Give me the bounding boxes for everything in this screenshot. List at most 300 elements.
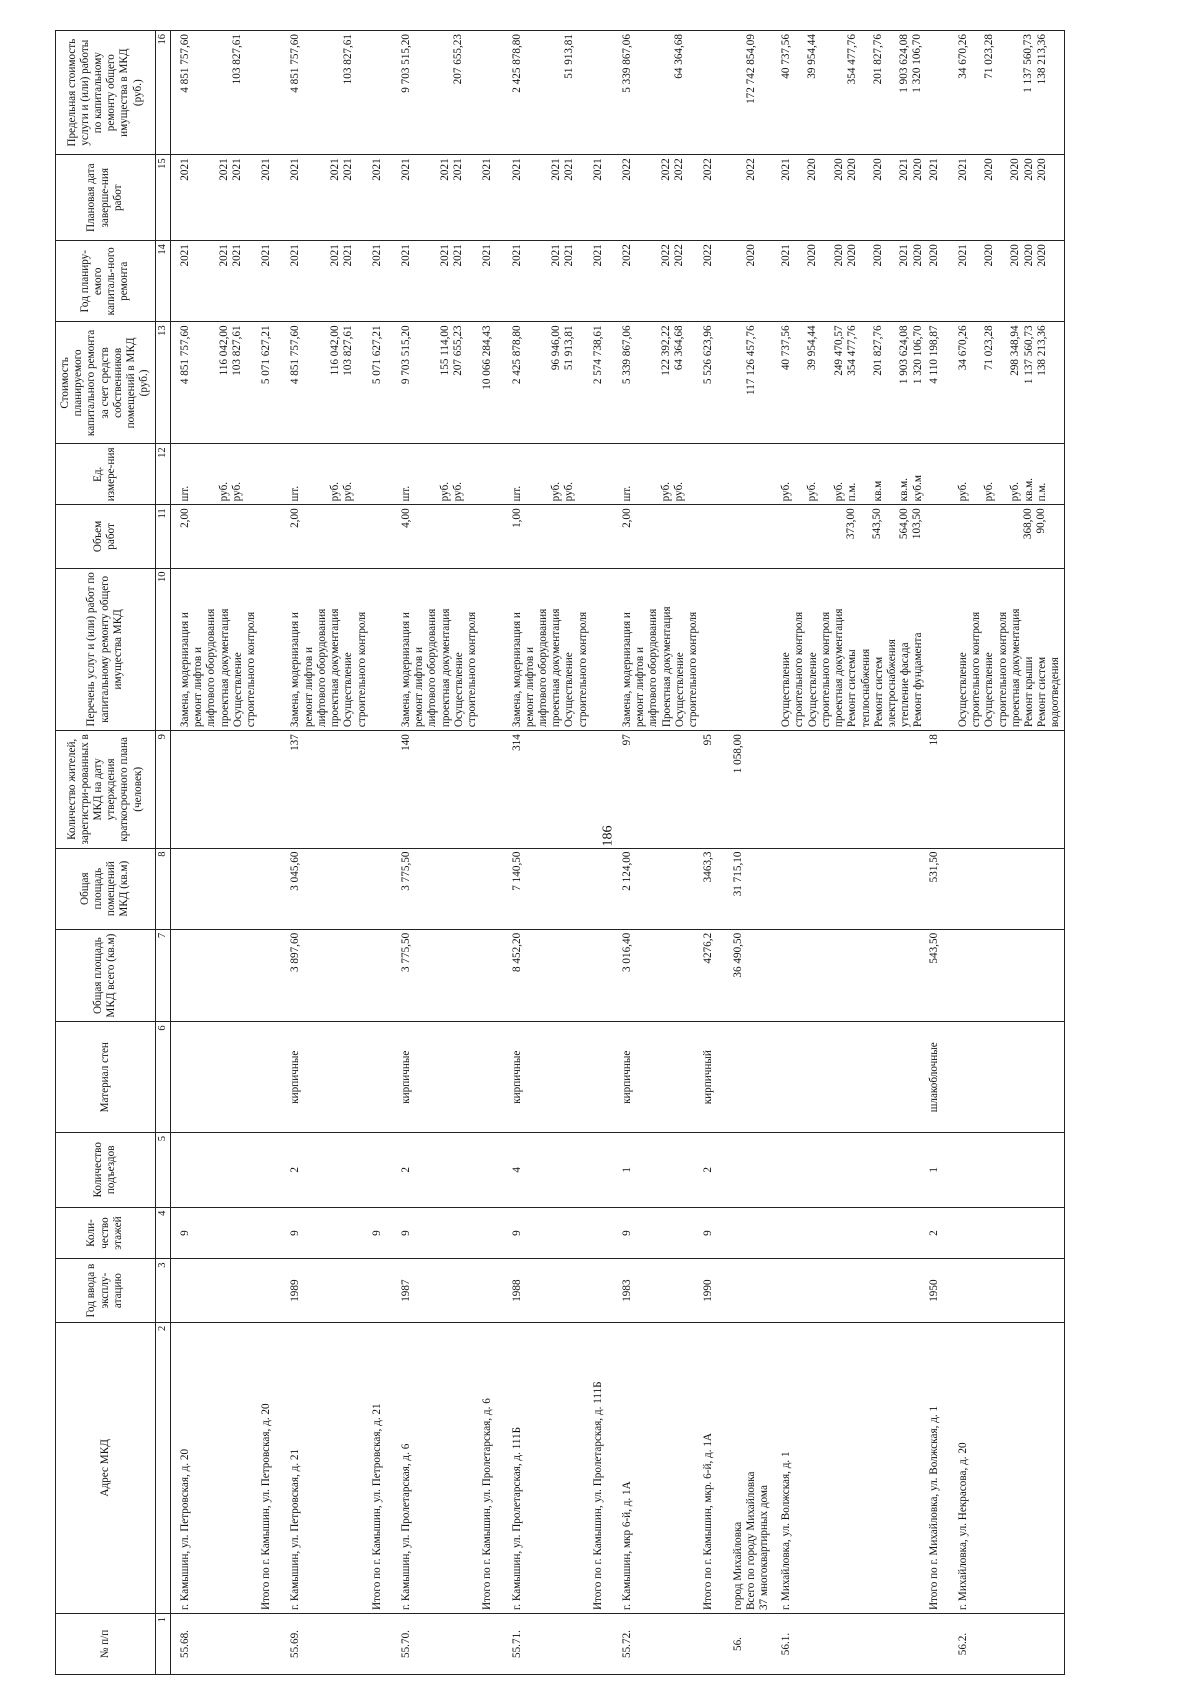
- column-number: 3: [155, 1259, 170, 1322]
- works-list-line: Осуществление: [983, 652, 996, 728]
- unit-line: [820, 447, 833, 501]
- works-list-line: Осуществление: [780, 652, 793, 728]
- rooms-area-cell: 531,50: [927, 848, 949, 929]
- total-area-cell: [259, 929, 281, 1022]
- table-total-row: [480, 31, 502, 1675]
- unit-line: [205, 447, 218, 501]
- work-volume-line: [634, 508, 647, 564]
- wall-material-cell: [949, 1022, 1064, 1133]
- works-list-line: строительного контроля: [687, 611, 700, 728]
- unit-line: руб.: [806, 481, 819, 502]
- planned-year-line: 2021: [328, 244, 341, 267]
- unit-line: руб.: [780, 481, 793, 502]
- address-line: г. Камышин, мкр 6-й, д. 1А: [621, 1481, 634, 1611]
- works-list-cell: [591, 568, 613, 731]
- planned-year-line: 2020: [1022, 244, 1035, 267]
- planned-year-cell: [503, 241, 591, 322]
- rooms-area-cell: [949, 848, 1064, 929]
- unit-line: руб.: [439, 481, 452, 502]
- end-date-line: [859, 158, 872, 237]
- planned-cost-line: 1 137 560,73: [1022, 325, 1035, 385]
- works-list-line: ремонт лифтов и: [523, 646, 536, 728]
- works-list-line: Осуществление: [342, 652, 355, 728]
- works-list-line: Осуществление: [452, 652, 465, 728]
- unit-line: [316, 447, 329, 501]
- works-list-line: Осуществление: [956, 652, 969, 728]
- unit-cell: [392, 444, 480, 505]
- column-header: Год планиру-емого капиталь-ного ремонта: [56, 241, 156, 322]
- entrances-cell: [949, 1133, 1064, 1208]
- column-number-row: [155, 31, 170, 1675]
- address-line: г. Камышин, ул. Петровская, д. 20: [178, 1448, 191, 1611]
- column-header: Перечень услуг и (или) работ по капитальному ремонту общего имущества МКД: [56, 568, 156, 731]
- unit-line: руб.: [218, 481, 231, 502]
- column-header: Коли-чество этажей: [56, 1207, 156, 1259]
- planned-year-line: [205, 244, 218, 318]
- address-line: Итого по г. Камышин, ул. Петровская, д. 20: [260, 1403, 273, 1611]
- address-line: Итого по г. Камышин, мкр. 6-й, д. 1А: [702, 1432, 715, 1611]
- total-area-cell: [480, 929, 502, 1022]
- end-date-line: 2022: [744, 158, 757, 181]
- end-date-line: 2020: [845, 158, 858, 181]
- works-list-line: [702, 572, 715, 728]
- work-volume-line: 2,00: [178, 508, 191, 528]
- address-line: 37 многоквартирных дома: [758, 1485, 770, 1611]
- row-number-cell: 56.2.: [949, 1614, 1064, 1675]
- year-built-cell: 1989: [281, 1259, 369, 1322]
- entrances-cell: [259, 1133, 281, 1208]
- work-volume-cell: [170, 505, 259, 568]
- works-list-line: проектная документация: [439, 608, 452, 728]
- planned-year-line: [1049, 244, 1062, 318]
- planned-cost-line: 2 574 738,61: [591, 325, 604, 385]
- column-header: Стоимость планируемого капитального ремонта за счет средств собственников помещений в МКД (руб.): [56, 322, 156, 444]
- works-list-line: Замена, модернизация и: [621, 612, 634, 728]
- planned-cost-cell: [392, 322, 480, 444]
- work-volume-line: [660, 508, 673, 564]
- max-cost-line: [439, 34, 452, 151]
- planned-year-line: 2021: [780, 244, 793, 267]
- wall-material-cell: кирпичные: [613, 1022, 701, 1133]
- rooms-area-cell: [259, 848, 281, 929]
- planned-cost-line: [820, 325, 833, 440]
- max-cost-line: [732, 34, 745, 151]
- work-volume-line: [481, 508, 494, 564]
- work-volume-cell: [724, 505, 773, 568]
- wall-material-cell: [370, 1022, 392, 1133]
- end-date-line: [192, 158, 205, 237]
- wall-material-cell: кирпичные: [392, 1022, 480, 1133]
- planned-cost-cell: [772, 322, 926, 444]
- max-cost-line: 1 320 106,70: [911, 34, 924, 93]
- max-cost-line: 201 827,76: [871, 34, 884, 85]
- end-date-line: 2020: [1035, 158, 1048, 181]
- planned-cost-line: 207 655,23: [452, 325, 465, 376]
- planned-cost-line: 117 126 457,76: [744, 325, 757, 395]
- work-volume-cell: [772, 505, 926, 568]
- works-list-line: Осуществление: [563, 652, 576, 728]
- table-row: [281, 31, 369, 1675]
- unit-cell: [927, 444, 949, 505]
- unit-line: [885, 447, 898, 501]
- planned-cost-line: 39 954,44: [806, 325, 819, 371]
- works-list-cell: [613, 568, 701, 731]
- work-volume-cell: [259, 505, 281, 568]
- planned-cost-line: 71 023,28: [983, 325, 996, 371]
- planned-year-cell: [281, 241, 369, 322]
- unit-line: [426, 447, 439, 501]
- total-area-cell: [170, 929, 259, 1022]
- planned-year-line: 2022: [702, 244, 715, 267]
- table-body: [170, 31, 1064, 1675]
- max-cost-cell: [927, 31, 949, 155]
- work-volume-line: [355, 508, 368, 564]
- max-cost-line: 34 670,26: [956, 34, 969, 79]
- wall-material-cell: кирпичные: [503, 1022, 591, 1133]
- work-volume-line: [537, 508, 550, 564]
- table-row: [949, 31, 1064, 1675]
- unit-line: [260, 447, 273, 501]
- works-list-line: Осуществление: [673, 652, 686, 728]
- planned-year-line: [885, 244, 898, 318]
- floors-cell: 9: [392, 1207, 480, 1259]
- unit-line: шт.: [621, 485, 634, 502]
- unit-line: [928, 447, 941, 501]
- planned-year-line: [859, 244, 872, 318]
- wall-material-cell: кирпичные: [281, 1022, 369, 1133]
- planned-cost-line: [537, 325, 550, 440]
- address-line: г. Михайловка, ул. Некрасова, д. 20: [956, 1442, 969, 1611]
- end-date-cell: [170, 155, 259, 241]
- unit-line: [745, 447, 758, 501]
- floors-cell: 9: [281, 1207, 369, 1259]
- residents-cell: 137: [281, 731, 369, 848]
- planned-year-line: [793, 244, 806, 318]
- work-volume-line: [524, 508, 537, 564]
- work-volume-line: [342, 508, 355, 564]
- unit-line: [576, 447, 589, 501]
- unit-line: [634, 447, 647, 501]
- column-number: 6: [155, 1022, 170, 1133]
- max-cost-line: [885, 34, 898, 151]
- works-list-cell: [503, 568, 591, 731]
- works-list-line: строительного контроля: [466, 611, 479, 728]
- rooms-area-cell: 2 124,00: [613, 848, 701, 929]
- unit-line: п.м.: [1035, 482, 1048, 502]
- work-volume-cell: [591, 505, 613, 568]
- max-cost-cell: [772, 31, 926, 155]
- works-list-line: проектная документация: [329, 608, 342, 728]
- planned-cost-line: 4 110 198,87: [927, 325, 940, 384]
- max-cost-line: [859, 34, 872, 151]
- end-date-line: [996, 158, 1009, 237]
- end-date-line: [647, 158, 660, 237]
- planned-cost-line: 116 042,00: [218, 325, 231, 376]
- work-volume-line: [329, 508, 342, 564]
- work-volume-line: [673, 508, 686, 564]
- max-cost-cell: [724, 31, 773, 155]
- column-number: 10: [155, 568, 170, 731]
- max-cost-line: [550, 34, 563, 151]
- planned-cost-line: 5 071 627,21: [260, 325, 273, 385]
- max-cost-line: 103 827,61: [341, 34, 354, 85]
- entrances-cell: [772, 1133, 926, 1208]
- address-cell: [281, 1322, 369, 1613]
- table-total-row: [591, 31, 613, 1675]
- planned-year-line: 2021: [289, 244, 302, 267]
- works-list-line: [481, 572, 494, 728]
- total-area-cell: 36 490,50: [724, 929, 773, 1022]
- address-cell: [370, 1322, 392, 1613]
- planned-year-line: [647, 244, 660, 318]
- floors-cell: [949, 1207, 1064, 1259]
- works-list-line: Замена, модернизация и: [178, 612, 191, 728]
- planned-year-line: [537, 244, 550, 318]
- end-date-line: 2020: [872, 158, 885, 181]
- planned-cost-line: 40 737,56: [780, 325, 793, 371]
- unit-line: [355, 447, 368, 501]
- unit-cell: [949, 444, 1064, 505]
- max-cost-line: 207 655,23: [452, 34, 465, 85]
- planned-year-line: [576, 244, 589, 318]
- work-volume-line: [745, 508, 758, 564]
- works-list-line: [371, 572, 384, 728]
- address-line: Итого по г. Михайловка, ул. Волжская, д. 1: [927, 1405, 940, 1611]
- planned-cost-line: 103 827,61: [341, 325, 354, 376]
- max-cost-cell: [503, 31, 591, 155]
- work-volume-cell: [949, 505, 1064, 568]
- planned-year-line: [316, 244, 329, 318]
- planned-year-line: 2021: [956, 244, 969, 267]
- works-list-line: ремонт лифтов и: [302, 646, 315, 728]
- work-volume-line: [793, 508, 806, 564]
- work-volume-line: 368,00: [1021, 508, 1034, 540]
- planned-year-line: 2021: [218, 244, 231, 267]
- max-cost-line: 2 425 878,80: [510, 34, 523, 93]
- planned-cost-line: 9 703 515,20: [399, 325, 412, 385]
- works-list-cell: [281, 568, 369, 731]
- row-number-cell: 55.72.: [613, 1614, 701, 1675]
- repair-plan-table: [55, 30, 1065, 1675]
- works-list-line: Замена, модернизация и: [289, 612, 302, 728]
- max-cost-cell: [259, 31, 281, 155]
- work-volume-line: 2,00: [289, 508, 302, 528]
- unit-cell: [281, 444, 369, 505]
- planned-cost-line: 96 946,00: [549, 325, 562, 371]
- planned-cost-line: [859, 325, 872, 440]
- works-list-line: утепление фасада: [899, 642, 912, 728]
- unit-line: руб.: [549, 481, 562, 502]
- planned-cost-line: [355, 325, 368, 440]
- work-volume-cell: [503, 505, 591, 568]
- address-cell: [392, 1322, 480, 1613]
- works-list-line: строительного контроля: [355, 611, 368, 728]
- table-row: [613, 31, 701, 1675]
- unit-line: руб.: [983, 481, 996, 502]
- end-date-cell: [392, 155, 480, 241]
- work-volume-line: [371, 508, 384, 564]
- works-list-line: проектная документация: [218, 608, 231, 728]
- unit-line: [859, 447, 872, 501]
- column-header: Общая площадь помещений МКД (кв.м): [56, 848, 156, 929]
- end-date-line: [524, 158, 537, 237]
- planned-cost-line: [634, 325, 647, 440]
- works-list-line: строительного контроля: [793, 611, 806, 728]
- work-volume-line: [732, 508, 745, 564]
- max-cost-line: [592, 34, 605, 151]
- table-total-row: [701, 31, 723, 1675]
- residents-cell: 18: [927, 731, 949, 848]
- works-list-cell: [949, 568, 1064, 731]
- planned-year-line: 2021: [510, 244, 523, 267]
- unit-line: [192, 447, 205, 501]
- row-number-cell: [701, 1614, 723, 1675]
- work-volume-line: [885, 508, 898, 564]
- wall-material-cell: [480, 1022, 502, 1133]
- max-cost-line: 9 703 515,20: [399, 34, 412, 93]
- planned-cost-line: [524, 325, 537, 440]
- work-volume-line: [819, 508, 832, 564]
- works-list-line: строительного контроля: [996, 611, 1009, 728]
- end-date-line: 2021: [178, 158, 191, 181]
- column-header: Материал стен: [56, 1022, 156, 1133]
- planned-cost-line: 5 339 867,06: [621, 325, 634, 385]
- address-cell: [927, 1322, 949, 1613]
- residents-cell: [370, 731, 392, 848]
- planned-year-line: 2021: [481, 244, 494, 267]
- column-number: 16: [155, 31, 170, 155]
- row-number-cell: 55.69.: [281, 1614, 369, 1675]
- end-date-line: [1049, 158, 1062, 237]
- work-volume-line: 564,00: [897, 508, 910, 540]
- end-date-line: 2021: [260, 158, 273, 181]
- address-line: г. Камышин, ул. Пролетарская, д. 111Б: [510, 1426, 523, 1611]
- planned-cost-line: [732, 325, 745, 440]
- end-date-line: 2021: [780, 158, 793, 181]
- work-volume-line: [563, 508, 576, 564]
- total-area-cell: 543,50: [927, 929, 949, 1022]
- total-area-cell: [772, 929, 926, 1022]
- work-volume-line: 1,00: [510, 508, 523, 528]
- planned-cost-cell: [170, 322, 259, 444]
- wall-material-cell: кирпичный: [701, 1022, 723, 1133]
- unit-line: руб.: [452, 481, 465, 502]
- end-date-cell: [259, 155, 281, 241]
- planned-year-line: 2020: [832, 244, 845, 267]
- works-list-cell: [259, 568, 281, 731]
- work-volume-line: [316, 508, 329, 564]
- unit-line: [687, 447, 700, 501]
- year-built-cell: [772, 1259, 926, 1322]
- max-cost-line: 1 903 624,08: [898, 34, 911, 93]
- max-cost-line: [634, 34, 647, 151]
- residents-cell: 95: [701, 731, 723, 848]
- address-line: Итого по г. Камышин, ул. Петровская, д. 21: [370, 1403, 383, 1611]
- max-cost-line: [537, 34, 550, 151]
- address-cell: [701, 1322, 723, 1613]
- max-cost-cell: [281, 31, 369, 155]
- max-cost-line: [660, 34, 673, 151]
- work-volume-line: [686, 508, 699, 564]
- unit-line: [371, 447, 384, 501]
- work-volume-line: [858, 508, 871, 564]
- end-date-line: 2020: [983, 158, 996, 181]
- rooms-area-cell: 3463,3: [701, 848, 723, 929]
- planned-cost-line: [1049, 325, 1062, 440]
- planned-year-line: 2022: [621, 244, 634, 267]
- work-volume-line: 543,50: [871, 508, 884, 540]
- unit-line: кв.м: [872, 480, 885, 502]
- column-number: 5: [155, 1133, 170, 1208]
- max-cost-line: [329, 34, 342, 151]
- works-list-line: ремонт лифтов и: [634, 646, 647, 728]
- entrances-cell: [724, 1133, 773, 1208]
- planned-year-line: 2020: [872, 244, 885, 267]
- planned-cost-cell: [949, 322, 1064, 444]
- works-list-line: лифтового оборудования: [205, 608, 218, 728]
- end-date-line: 2021: [328, 158, 341, 181]
- planned-year-line: 2021: [231, 244, 244, 267]
- planned-year-line: [413, 244, 426, 318]
- works-list-line: теплоснабжения: [859, 648, 872, 728]
- works-list-line: ремонт лифтов и: [413, 646, 426, 728]
- rooms-area-cell: [370, 848, 392, 929]
- floors-cell: 9: [503, 1207, 591, 1259]
- end-date-line: 2021: [510, 158, 523, 181]
- planned-year-line: 2021: [178, 244, 191, 267]
- planned-year-cell: [949, 241, 1064, 322]
- max-cost-line: 103 827,61: [231, 34, 244, 85]
- end-date-line: [303, 158, 316, 237]
- column-number: 4: [155, 1207, 170, 1259]
- max-cost-line: 5 339 867,06: [621, 34, 634, 93]
- end-date-line: [576, 158, 589, 237]
- planned-cost-line: [466, 325, 479, 440]
- end-date-line: 2021: [439, 158, 452, 181]
- column-number: 1: [155, 1614, 170, 1675]
- address-line: Итого по г. Камышин, ул. Пролетарская, д. 6: [481, 1398, 494, 1611]
- works-list-cell: [724, 568, 773, 731]
- entrances-cell: [591, 1133, 613, 1208]
- end-date-line: 2021: [399, 158, 412, 181]
- max-cost-line: [833, 34, 846, 151]
- max-cost-line: 64 364,68: [673, 34, 686, 79]
- unit-line: шт.: [289, 485, 302, 502]
- unit-line: [996, 447, 1009, 501]
- work-volume-cell: [281, 505, 369, 568]
- planned-cost-line: [245, 325, 258, 440]
- unit-line: [537, 447, 550, 501]
- max-cost-line: [928, 34, 941, 151]
- unit-line: [1049, 447, 1062, 501]
- max-cost-line: [481, 34, 494, 151]
- max-cost-line: 4 851 757,60: [178, 34, 191, 93]
- unit-cell: [503, 444, 591, 505]
- work-volume-cell: [701, 505, 723, 568]
- works-list-line: проектная документация: [833, 608, 846, 728]
- end-date-line: [687, 158, 700, 237]
- planned-year-line: 2020: [744, 244, 757, 267]
- end-date-line: [537, 158, 550, 237]
- unit-line: [245, 447, 258, 501]
- max-cost-cell: [591, 31, 613, 155]
- entrances-cell: 1: [927, 1133, 949, 1208]
- table-row: [392, 31, 480, 1675]
- address-cell: [613, 1322, 701, 1613]
- column-header: Количество жителей, зарегистри-рованных в МКД на дату утверждения краткосрочного плана (человек): [56, 731, 156, 848]
- floors-cell: [724, 1207, 773, 1259]
- total-area-cell: 3 016,40: [613, 929, 701, 1022]
